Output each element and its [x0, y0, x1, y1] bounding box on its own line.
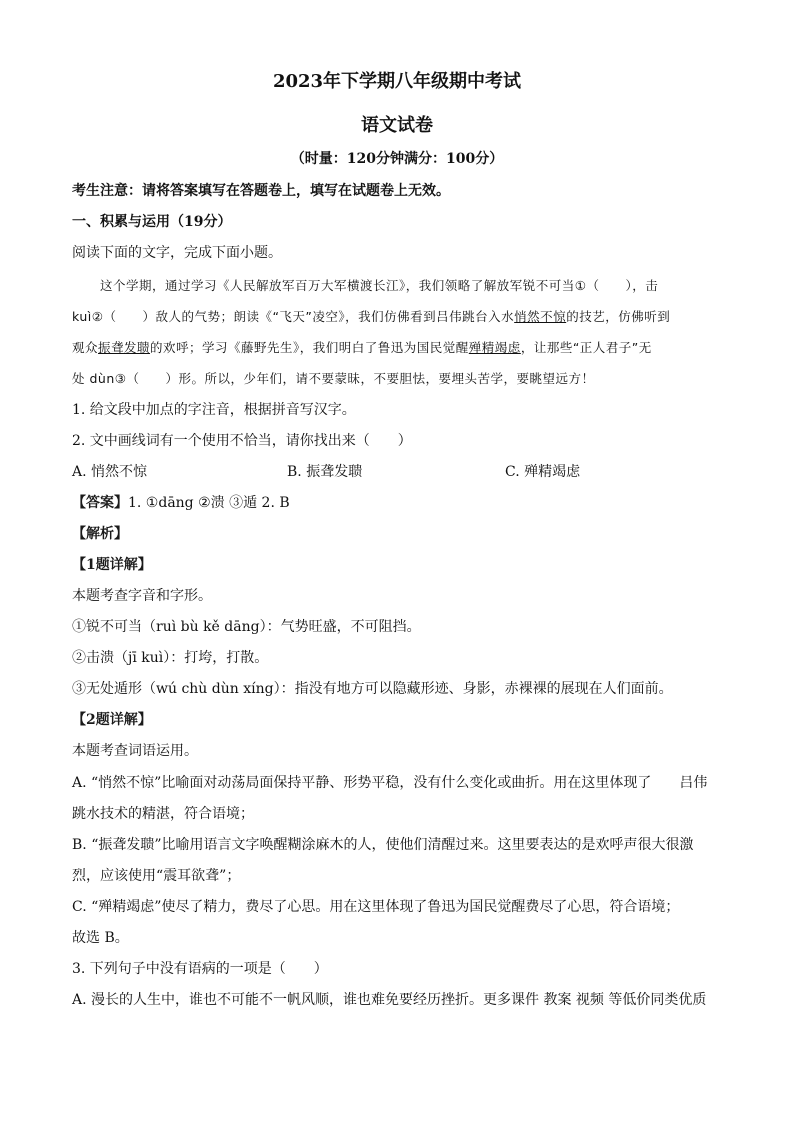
question-2: 2. 文中画线词有一个使用不恰当，请你找出来（ ） — [72, 433, 412, 449]
detail-2-a-line-1: A. “悄然不惊”比喻面对动荡局面保持平静、形势平稳，没有什么变化或曲折。用在这里体现了 吕伟 — [72, 775, 708, 791]
passage-text: ，让那些“正人君子”无 — [520, 340, 652, 355]
section-instruction: 阅读下面的文字，完成下面小题。 — [72, 245, 282, 261]
answer-text: 1. ①dāng ②溃 ③遁 2. B — [128, 495, 290, 511]
detail-2-b-line-2: 烈，应该使用“震耳欲聋”； — [72, 868, 241, 884]
underlined-phrase: 殚精竭虑 — [468, 340, 521, 355]
detail-1-item-3: ③无处遁形（wú chù dùn xíng）：指没有地方可以隐藏形迹、身影，赤裸裸的展现在人们面前。 — [72, 681, 673, 697]
passage-line-3 — [72, 338, 652, 358]
detail-1-intro: 本题考查字音和字形。 — [72, 588, 212, 604]
exam-subtitle: 语文试卷 — [361, 115, 433, 136]
passage-line-2 — [72, 307, 670, 327]
passage-text: 观众 — [72, 340, 99, 355]
passage-line-4: 处 dùn③（ ）形。所以，少年们，请不要蒙昧，不要胆怯，要埋头苦学，要眺望远方！ — [72, 371, 595, 386]
notice: 考生注意：请将答案填写在答题卷上，填写在试题卷上无效。 — [72, 183, 450, 199]
detail-1-item-2: ②击溃（jī kuì）：打垮，打散。 — [72, 650, 269, 666]
exam-info: （时量：120分钟满分：100分） — [290, 151, 504, 167]
passage-line-1: 这个学期，通过学习《人民解放军百万大军横渡长江》，我们领略了解放军锐不可当①（ ），击 — [100, 278, 659, 293]
answer-label: 【答案】 — [72, 495, 128, 511]
option-a: A. 悄然不惊 — [72, 464, 148, 480]
detail-2-intro: 本题考查词语运用。 — [72, 743, 198, 759]
detail-2-label: 【2题详解】 — [72, 712, 152, 728]
detail-2-b-line-1: B. “振聋发聩”比喻用语言文字唤醒糊涂麻木的人，使他们清醒过来。这里要表达的是欢呼声很大很激 — [72, 837, 694, 853]
passage-text: kuì②（ ）敌人的气势；朗读《“飞天”凌空》，我们仿佛看到吕伟跳台入水 — [72, 309, 515, 324]
question-3: 3. 下列句子中没有语病的一项是（ ） — [72, 961, 328, 977]
detail-1-label: 【1题详解】 — [72, 557, 152, 573]
option-c: C. 殚精竭虑 — [505, 464, 581, 480]
detail-2-a-line-2: 跳水技术的精湛，符合语境； — [72, 806, 254, 822]
exam-title: 2023年下学期八年级期中考试 — [272, 71, 522, 92]
detail-2-conclusion: 故选 B。 — [72, 930, 129, 946]
question-1: 1. 给文段中加点的字注音，根据拼音写汉字。 — [72, 402, 356, 418]
detail-2-c-line-1: C. “殚精竭虑”使尽了精力，费尽了心思。用在这里体现了鲁迅为国民觉醒费尽了心思，符合语境； — [72, 899, 680, 915]
question-3-option-a: A. 漫长的人生中，谁也不可能不一帆风顺，谁也难免要经历挫折。更多课件 教案 视频 等低价同类优质 — [72, 992, 707, 1008]
underlined-phrase: 振聋发聩 — [98, 340, 151, 355]
passage-text: 的欢呼；学习《藤野先生》，我们明白了鲁迅为国民觉醒 — [150, 340, 469, 355]
option-b: B. 振聋发聩 — [287, 464, 363, 480]
underlined-phrase: 悄然不惊 — [514, 309, 567, 324]
detail-1-item-1: ①锐不可当（ruì bù kě dāng）：气势旺盛，不可阻挡。 — [72, 619, 421, 635]
passage-text: 的技艺，仿佛听到 — [566, 309, 671, 324]
answer-line — [72, 493, 290, 513]
section-heading: 一、积累与运用（19分） — [72, 214, 232, 230]
analysis-label: 【解析】 — [72, 526, 128, 542]
